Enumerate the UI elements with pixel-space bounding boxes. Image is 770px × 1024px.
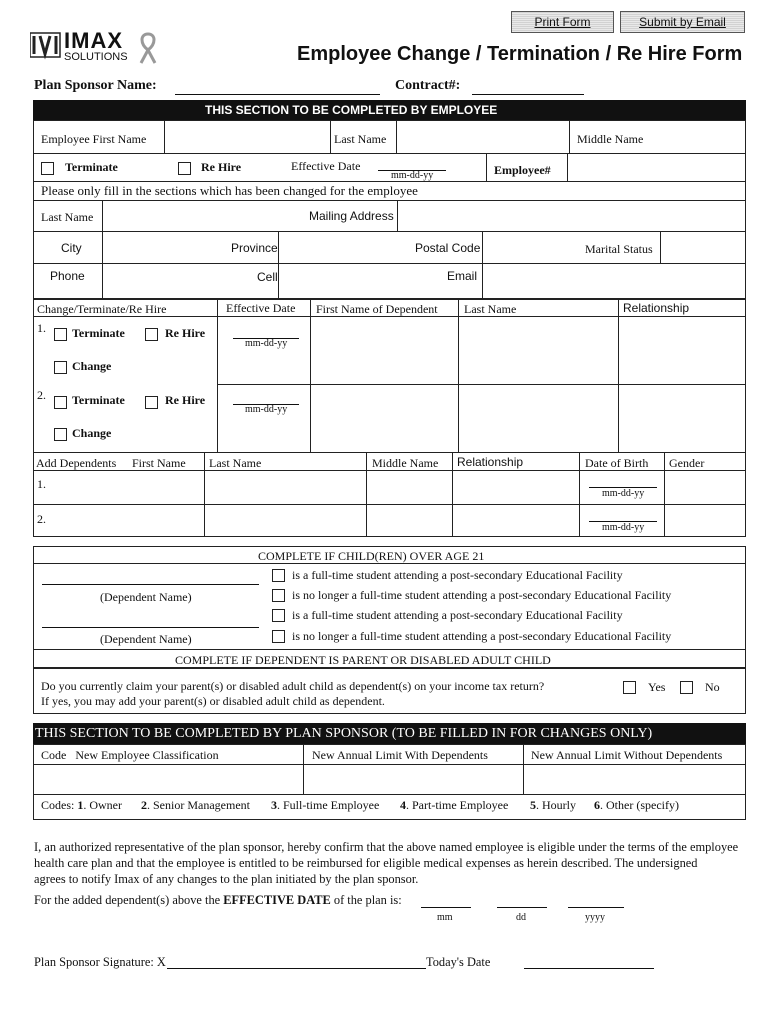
effective-date-statement: For the added dependent(s) above the EFFECTIVE DATE of the plan is:	[34, 893, 402, 907]
code-item: 5. Hourly	[530, 798, 576, 812]
dep1-rehire-label: Re Hire	[165, 326, 206, 340]
mailing-address-input[interactable]	[399, 202, 745, 230]
child1-fulltime-checkbox[interactable]	[272, 569, 285, 582]
dependent-name-input-2[interactable]	[42, 627, 259, 628]
dep2-rehire-checkbox[interactable]	[145, 396, 158, 409]
code-item: 6. Other (specify)	[594, 798, 679, 812]
relationship-column-header: Relationship	[623, 301, 690, 315]
dep1-rehire-checkbox[interactable]	[145, 328, 158, 341]
add-dob-header: Date of Birth	[585, 456, 649, 470]
dependent-first-name-column-header: First Name of Dependent	[316, 302, 438, 316]
parent-yes-label: Yes	[648, 680, 666, 694]
limit-with-dependents-header: New Annual Limit With Dependents	[312, 748, 488, 762]
cell-input[interactable]	[280, 265, 440, 297]
dependent-row-number: 1.	[37, 321, 46, 335]
notice-text: Please only fill in the sections which has been changed for the employee	[41, 183, 418, 198]
dep1-change-label: Change	[72, 359, 112, 373]
yyyy-label: yyyy	[585, 912, 605, 923]
confirmation-line-2: health care plan and that the employee is entitled to be reimbursed for eligible medical expenses as herein described. The undersigned	[34, 856, 698, 870]
email-label: Email	[447, 269, 478, 283]
dependent-name-label: (Dependent Name)	[100, 590, 192, 604]
add-gender-header: Gender	[669, 456, 705, 470]
child2-fulltime-label: is a full-time student attending a post-secondary Educational Facility	[292, 608, 623, 622]
employee-middle-name-label: Middle Name	[577, 132, 644, 146]
plan-effective-yyyy-input[interactable]	[568, 907, 624, 908]
effective-date-column-header: Effective Date	[226, 301, 296, 315]
mailing-address-label: Mailing Address	[309, 209, 394, 223]
page-title: Employee Change / Termination / Re Hire Form	[297, 43, 743, 65]
dep2-terminate-label: Terminate	[72, 393, 125, 407]
limit-with-dependents-input[interactable]	[305, 766, 522, 793]
dep2-change-checkbox[interactable]	[54, 428, 67, 441]
dep1-change-checkbox[interactable]	[54, 361, 67, 374]
plan-effective-mm-input[interactable]	[421, 907, 471, 908]
employee-last-name-input[interactable]	[398, 122, 568, 152]
code-item: Codes: 1. Owner	[41, 798, 122, 812]
marital-status-input[interactable]	[662, 233, 745, 262]
todays-date-input[interactable]	[524, 968, 654, 969]
limit-without-dependents-header: New Annual Limit Without Dependents	[531, 748, 723, 762]
limit-without-dependents-input[interactable]	[525, 766, 745, 793]
employee-number-label: Employee#	[494, 163, 551, 177]
last-name-input[interactable]	[104, 202, 304, 230]
employee-number-input[interactable]	[569, 155, 745, 180]
parent-question: Do you currently claim your parent(s) or disabled adult child as dependent(s) on your income tax return?	[41, 679, 545, 693]
add-relationship-header: Relationship	[457, 455, 524, 469]
submit-by-email-button[interactable]: Submit by Email	[620, 11, 745, 33]
logo-subtext: SOLUTIONS	[64, 51, 128, 63]
add-last-name-header: Last Name	[209, 456, 262, 470]
date-hint: mm-dd-yy	[391, 170, 434, 181]
dep1-terminate-checkbox[interactable]	[54, 328, 67, 341]
city-input[interactable]	[104, 233, 224, 262]
date-hint: mm-dd-yy	[602, 488, 645, 499]
change-column-header: Change/Terminate/Re Hire	[37, 302, 167, 316]
effective-date-label: Effective Date	[291, 159, 361, 173]
child1-not-fulltime-checkbox[interactable]	[272, 589, 285, 602]
rehire-label: Re Hire	[201, 160, 242, 174]
print-form-button[interactable]: Print Form	[511, 11, 614, 33]
city-label: City	[61, 241, 82, 255]
dependents-section	[33, 299, 746, 537]
add-row-number: 1.	[37, 477, 46, 491]
classification-input[interactable]	[35, 766, 302, 793]
add-middle-name-header: Middle Name	[372, 456, 439, 470]
province-input[interactable]	[280, 233, 405, 262]
dependent-row-number: 2.	[37, 388, 46, 402]
child1-not-fulltime-label: is no longer a full-time student attending a post-secondary Educational Facility	[292, 588, 672, 602]
marital-status-label: Marital Status	[585, 242, 653, 256]
date-hint: mm-dd-yy	[602, 522, 645, 533]
parent-no-label: No	[705, 680, 720, 694]
parent-note: If yes, you may add your parent(s) or disabled adult child as dependent.	[41, 694, 385, 708]
child2-not-fulltime-label: is no longer a full-time student attending a post-secondary Educational Facility	[292, 629, 672, 643]
dep1-terminate-label: Terminate	[72, 326, 125, 340]
parent-yes-checkbox[interactable]	[623, 681, 636, 694]
confirmation-line-3: agrees to notify Imax of any changes to the plan initiated by the plan sponsor.	[34, 872, 419, 886]
child1-fulltime-label: is a full-time student attending a post-secondary Educational Facility	[292, 568, 623, 582]
postal-code-label: Postal Code	[415, 241, 481, 255]
dep2-rehire-label: Re Hire	[165, 393, 206, 407]
dep2-terminate-checkbox[interactable]	[54, 396, 67, 409]
postal-code-input[interactable]	[484, 233, 574, 262]
code-item: 4. Part-time Employee	[400, 798, 509, 812]
rehire-checkbox[interactable]	[178, 162, 191, 175]
employee-last-name-label: Last Name	[334, 132, 387, 146]
employee-first-name-label: Employee First Name	[41, 132, 147, 146]
contract-field[interactable]	[472, 94, 584, 95]
parent-no-checkbox[interactable]	[680, 681, 693, 694]
terminate-checkbox[interactable]	[41, 162, 54, 175]
terminate-label: Terminate	[65, 160, 118, 174]
add-first-name-header: First Name	[132, 456, 186, 470]
last-name-label: Last Name	[41, 210, 94, 224]
employee-section-header: THIS SECTION TO BE COMPLETED BY EMPLOYEE	[33, 100, 746, 120]
parent-section-header: COMPLETE IF DEPENDENT IS PARENT OR DISABLED ADULT CHILD	[175, 653, 551, 667]
imax-logo	[30, 30, 160, 66]
dependent-name-label: (Dependent Name)	[100, 632, 192, 646]
child2-fulltime-checkbox[interactable]	[272, 609, 285, 622]
add-row-number: 2.	[37, 512, 46, 526]
dependent-last-name-column-header: Last Name	[464, 302, 517, 316]
plan-effective-dd-input[interactable]	[497, 907, 547, 908]
add-dependents-label: Add Dependents	[36, 456, 117, 470]
date-hint: mm-dd-yy	[245, 338, 288, 349]
code-item: 3. Full-time Employee	[271, 798, 380, 812]
child-section-header: COMPLETE IF CHILD(REN) OVER AGE 21	[258, 549, 485, 563]
phone-label: Phone	[50, 269, 85, 283]
dep2-change-label: Change	[72, 426, 112, 440]
todays-date-label: Today's Date	[426, 955, 491, 969]
phone-input[interactable]	[104, 265, 254, 297]
email-input[interactable]	[484, 265, 745, 297]
signature-input[interactable]	[167, 968, 426, 969]
sponsor-section-header: THIS SECTION TO BE COMPLETED BY PLAN SPONSOR (TO BE FILLED IN FOR CHANGES ONLY)	[33, 723, 746, 744]
mm-label: mm	[437, 912, 453, 923]
dd-label: dd	[516, 912, 526, 923]
employee-first-name-input[interactable]	[166, 122, 329, 152]
province-label: Province	[231, 241, 278, 255]
classification-column-header: Code New Employee Classification	[41, 748, 219, 762]
logo-text: IMAX	[64, 28, 123, 53]
plan-sponsor-field[interactable]	[175, 94, 380, 95]
cell-label: Cell	[257, 270, 278, 284]
signature-label: Plan Sponsor Signature: X	[34, 955, 166, 969]
confirmation-line-1: I, an authorized representative of the plan sponsor, hereby confirm that the above named employee is eligible under the terms of the employee	[34, 840, 739, 854]
contract-label: Contract#:	[395, 78, 461, 93]
child2-not-fulltime-checkbox[interactable]	[272, 630, 285, 643]
plan-sponsor-label: Plan Sponsor Name:	[34, 78, 157, 93]
code-item: 2. Senior Management	[141, 798, 250, 812]
dependent-name-input-1[interactable]	[42, 584, 259, 585]
date-hint: mm-dd-yy	[245, 404, 288, 415]
